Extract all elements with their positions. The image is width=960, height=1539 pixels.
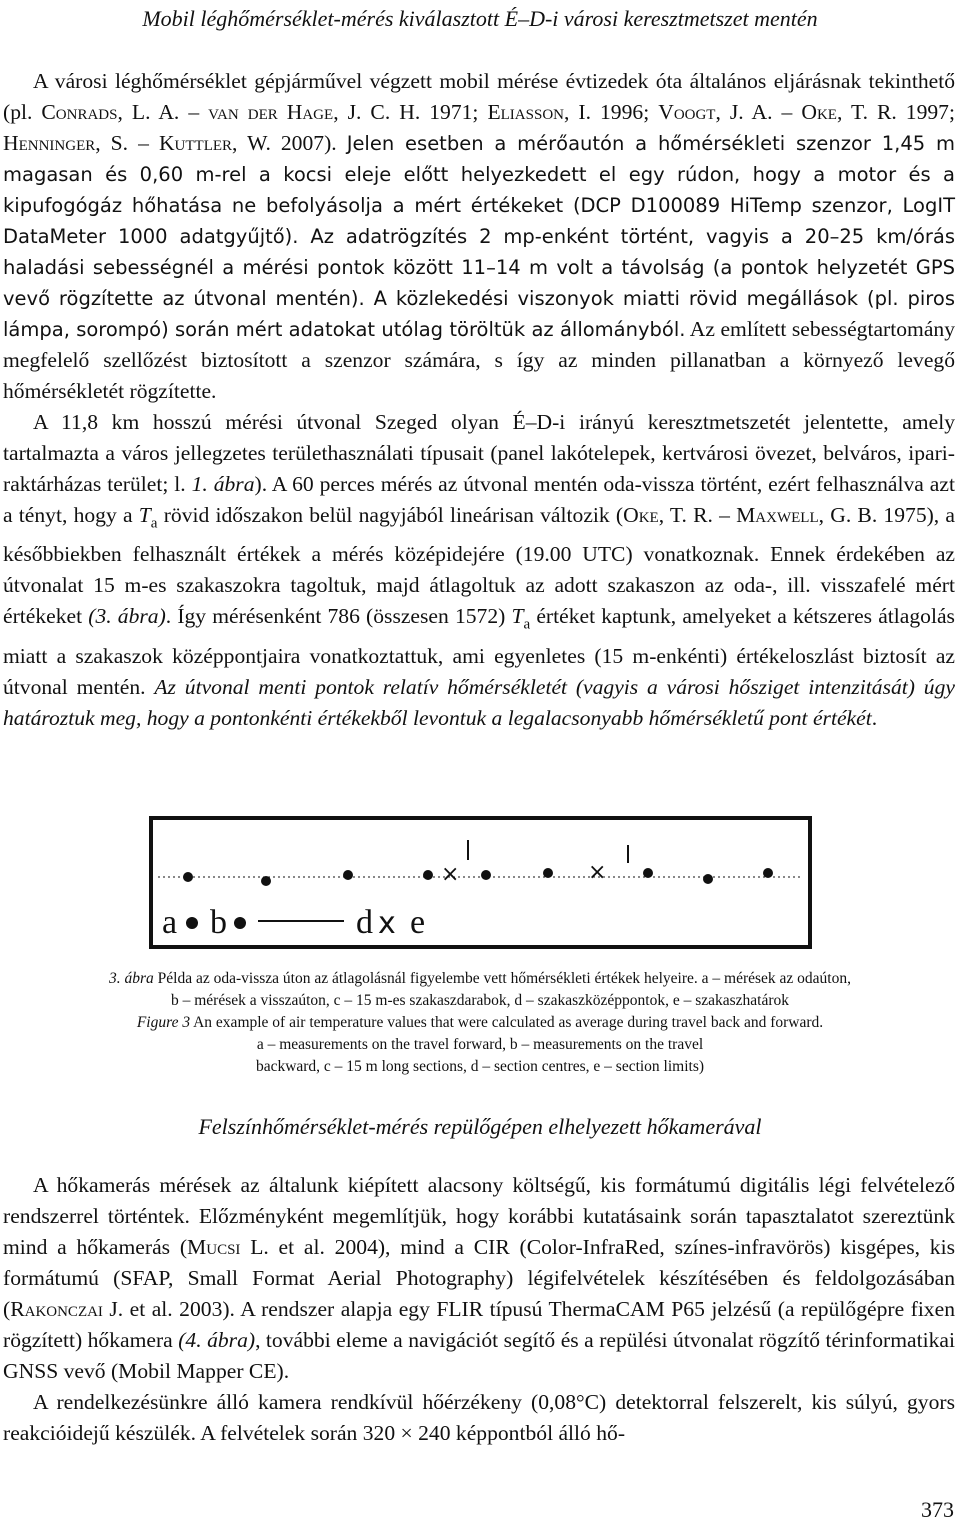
legend-label-a: a (162, 904, 178, 941)
figure-reference: (4. ábra) (178, 1328, 256, 1352)
text-span: . (871, 705, 878, 730)
text-span: , T. R. 1997; (836, 100, 955, 124)
citation-author: Eliasson (487, 100, 564, 124)
figure-reference: (3. ábra) (88, 604, 166, 629)
figure-3-diagram (148, 815, 813, 950)
text-span: , I. 1996; (563, 100, 659, 124)
measurement-point-b (543, 868, 553, 878)
legend-label-d: d (356, 904, 373, 941)
measurement-point-b (261, 876, 271, 886)
section-centre-x: × (441, 862, 460, 887)
caption-en-line-1 (10, 1012, 950, 1034)
citation-author: Oke (801, 100, 837, 124)
text-span: . Így mérésenként 786 (összesen 1572) (165, 604, 512, 629)
text-span: , T. R. – (658, 503, 737, 527)
caption-text: Példa az oda-vissza úton az átlagolásnál figyelembe vett hőmérsékleti értékek helyeire. a – mérések az odaúton, (153, 970, 851, 987)
citation-author: van der Hage (208, 100, 334, 124)
citation-author: Rakonczai (10, 1297, 103, 1321)
text-span: J. et al. 2003). A rendszer alapja egy FLIR típusú ThermaCAM P65 jelzésű (a repülőgépre fixen rögzített) hőkamera (3, 1297, 955, 1352)
paragraph-1 (0, 66, 960, 407)
caption-label: Figure 3 (136, 1014, 191, 1031)
measurement-point-b (703, 874, 713, 884)
section-heading-mobile-measurement: Mobil léghőmérséklet-mérés kiválasztott É–D-i városi keresztmetszet mentén (142, 6, 818, 31)
measurement-point-a (183, 872, 193, 882)
text-span: , L. A. – (117, 100, 209, 124)
paragraph-2 (0, 407, 960, 734)
caption-en-line-3: backward, c – 15 m long sections, d – section centres, e – section limits) (255, 1058, 705, 1075)
caption-label: 3. ábra (108, 970, 154, 987)
legend-point (234, 917, 246, 929)
measurement-point-a (343, 870, 353, 880)
caption-text: An example of air temperature values that were calculated as average during travel back and forward. (190, 1014, 824, 1031)
text-span: , J. A. – (715, 100, 802, 124)
symbol-ta: T (138, 503, 151, 527)
text-span: Az említett sebességtartomány megfelelő szellőzést biztosított a szenzor számára, s így az minden pillanatban a környező levegő hőmérsékletét rögzítette. (3, 317, 956, 403)
section-centre-x: × (588, 860, 607, 885)
citation-author: Kuttler (158, 131, 233, 155)
citation-author: Oke (623, 503, 659, 527)
caption-hu-line-1 (10, 968, 950, 990)
text-span: , J. C. H. 1971; (333, 100, 488, 124)
sans-text-span: Jelen esetben a mérőautón a hőmérsékleti szenzor 1,45 m magasan és 0,60 m-rel a kocsi eleje előtt helyezkedett el egy rúdon, hogy a motor és a kipufogógáz hőhatása ne befolyásolja a mért értékeket (DCP D100089 HiTemp szenzor, LogIT DataMeter 1000 adatgyűjtő). Az adatrögzítés 2 mp-enként történt, vagyis a 20–25 km/órás haladási sebességnél a mérési pontok között 11–14 m volt a távolság (a pontok helyzetét GPS vevő rögzítette az útvonal mentén). A közlekedési viszonyok miatti rövid megállások (pl. piros lámpa, sorompó) során mért adatokat utólag töröltük az állományból. (3, 132, 955, 341)
text-span: A hőkamerás mérések az általunk kiépített alacsony költségű, kis formátumú digitális légi felvételező rendszerrel történtek. Előzményként megemlítjük, hogy korábbi kutatásaink során tapasztalatot szereztünk mind a hőkamerás ( (3, 1173, 955, 1259)
section-heading-thermal-camera: Felszínhőmérséklet-mérés repülőgépen elhelyezett hőkamerával (198, 1114, 762, 1139)
symbol-ta: T (511, 604, 524, 629)
text-span: A 11,8 km hosszú mérési útvonal Szeged olyan É–D-i irányú keresztmetszetét jelentette, amely tartalmazta a város jellegzetes területhasználati típusait (panel lakótelepek, kertvárosi övezet, belváros, ipari-raktárházas terület; l. (3, 410, 955, 496)
measurement-point-a (481, 870, 491, 880)
figure-reference: 1. ábra (191, 472, 255, 496)
text-span: A városi léghőmérséklet gépjárművel végzett mobil mérése évtizedek óta általános eljárásnak tekinthető (pl. (3, 69, 955, 124)
text-span: L. et al. 2004), mind a CIR (Color-InfraRed, színes-infravörös) kisgépes, kis formátumú (SFAP, Small Format Aerial Photography) légifelvételek készítésében és feldolgozásában ( (3, 1235, 955, 1321)
citation-author: Voogt (658, 100, 716, 124)
caption-hu-line-2: b – mérések a visszaúton, c – 15 m-es szakaszdarabok, d – szakaszközéppontok, e – szakaszhatárok (170, 992, 790, 1009)
measurement-point-a (763, 868, 773, 878)
text-span: , S. – (95, 131, 159, 155)
citation-author: Conrads (41, 100, 118, 124)
legend-label-e: e (410, 904, 426, 941)
citation-author: Mucsi (187, 1235, 241, 1259)
paragraph-4: A rendelkezésünkre álló kamera rendkívül hőérzékeny (0,08°C) detektorral felszerelt, kis súlyú, gyors reakcióidejű készülék. A felvételek során 320 × 240 képpontból álló hő- (3, 1390, 955, 1445)
caption-en-line-2: a – measurements on the travel forward, b – measurements on the travel (256, 1036, 704, 1053)
paragraph-3 (0, 1170, 960, 1387)
symbol-ta-subscript: a (523, 616, 531, 633)
text-span: ). A 60 perces mérés az útvonal mentén oda-vissza történt, ezért felhasználva azt a tényt, hogy a (3, 472, 955, 527)
text-span: értéket kaptunk, amelyeket a kétszeres átlagolás miatt a szakaszok középpontjaira vonatkoztattuk, ami egyenletes (15 m-enkénti) értékeloszlást biztosít az útvonal mentén. (3, 604, 955, 699)
legend-point (186, 917, 198, 929)
page-number: 373 (921, 1497, 954, 1522)
figure-3-caption (10, 968, 950, 1078)
measurement-point-b (423, 870, 433, 880)
text-span: , további eleme a navigációt segítő és a repülési útvonalat rögzítő térinformatikai GNSS vevő (Mobil Mapper CE). (3, 1328, 955, 1383)
text-block-bottom (0, 1170, 960, 1449)
text-span: , G. B. 1975), a későbbiekben felhasznált értékek a mérés középidejére (19.00 UTC) vonatkoznak. Ennek érdekében az útvonalat 15 m-es szakaszokra tagoltuk, majd átlagoltuk az adott szakaszon az oda-, ill. visszafelé mért értékeket (3, 503, 955, 629)
legend-label-x: x (378, 906, 396, 941)
symbol-ta-subscript: a (150, 515, 158, 532)
text-span: rövid időszakon belül nagyjából lineárisan változik ( (157, 503, 624, 527)
legend-label-b: b (210, 904, 227, 941)
measurement-point-a (643, 868, 653, 878)
citation-author: Henninger (3, 131, 96, 155)
citation-author: Maxwell (736, 503, 819, 527)
text-span: , W. 2007). (232, 131, 347, 155)
italic-statement: Az útvonal menti pontok relatív hőmérsékletét (vagyis a városi hősziget intenzitását) úgy határoztuk meg, hogy a pontonkénti értékekből levontuk a legalacsonyabb hőmérsékletű pont értékét (3, 674, 955, 730)
text-block-top (0, 66, 960, 734)
